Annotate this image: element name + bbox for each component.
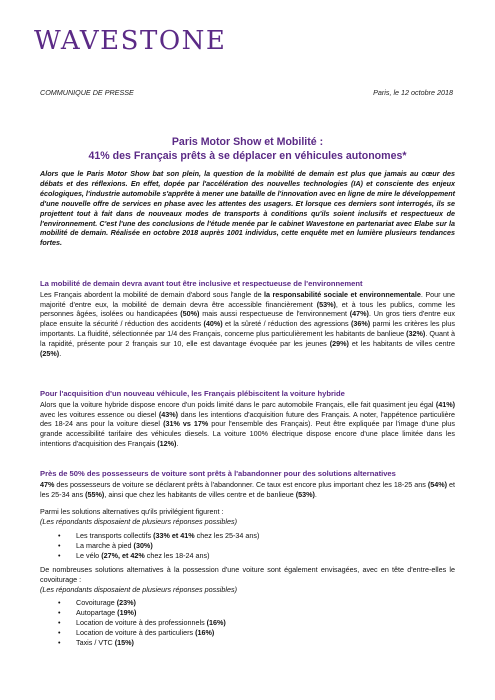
section-hybrid-car bbox=[40, 389, 455, 449]
press-release-label: COMMUNIQUE DE PRESSE bbox=[40, 88, 134, 97]
list-item: • Autopartage (19%) bbox=[58, 608, 137, 618]
list-intro: Parmi les solutions alternatives qu'ils privilégient figurent : bbox=[40, 507, 224, 517]
intro-paragraph: Alors que le Paris Motor Show bat son plein, la question de la mobilité de demain est plus que jamais au cœur des débats et des réflexions. En effet, dopée par l'accélération des nouvelles technologies (IA) et consciente des enjeux écologiques, l'industrie automobile s'apprête à mener une bataille de l'innovation avec en ligne de mire le développement d'une nouvelle offre de services en phase avec les attentes des usagers. Et lorsque ces derniers sont interrogés, ils se projettent tout à fait dans de nouveaux modes de transports à conditions qu'ils soient inclusifs et respectueux de l'environnement. C'est l'une des conclusions de l'étude menée par le cabinet Wavestone en partenariat avec Elabe sur la mobilité de demain. Réalisée en octobre 2018 auprès 1001 individus, cette enquête met en lumière plusieurs tendances fortes. bbox=[40, 169, 455, 248]
section-inclusive-mobility bbox=[40, 279, 455, 358]
document-title bbox=[40, 135, 455, 163]
list-item: • Taxis / VTC (15%) bbox=[58, 638, 134, 648]
place-date: Paris, le 12 octobre 2018 bbox=[373, 88, 453, 97]
sharing-solutions-list bbox=[40, 598, 455, 648]
section-paragraph: 47% des possesseurs de voiture se déclarent prêts à l'abandonner. Ce taux est encore plus important chez les 18-25 ans (54%) et les 25-34 ans (55%), ainsi que chez les habitants de villes centre et de banlieue (53%). bbox=[40, 479, 455, 499]
section-heading: La mobilité de demain devra avant tout être inclusive et respectueuse de l'environnement bbox=[40, 279, 363, 288]
section-heading: Près de 50% des possesseurs de voiture sont prêts à l'abandonner pour des solutions alternatives bbox=[40, 469, 396, 478]
bullet-icon: • bbox=[58, 608, 61, 618]
list-item: • Location de voiture à des particuliers (16%) bbox=[58, 628, 215, 638]
title-line-2: 41% des Français prêts à se déplacer en véhicules autonomes* bbox=[88, 150, 407, 162]
title-line-1: Paris Motor Show et Mobilité : bbox=[171, 136, 324, 148]
section-paragraph: Alors que la voiture hybride dispose encore d'un poids limité dans le parc automobile Français, elle fait quasiment jeu égal (41%) avec les voitures essence ou diesel (43%) dans les intentions d'acquisition future des Français. A noter, l'appétence particulière des 18-24 ans pour la voiture diesel (31% vs 17% pour l'ensemble des Français). Peut être expliquée par l'image d'une plus grande accessibilité tarifaire des véhicules diesels. La voiture 100% électrique dispose encore d'une place limitée dans les intentions d'acquisition des Français (12%). bbox=[40, 399, 456, 448]
list-note: (Les répondants disposaient de plusieurs réponses possibles) bbox=[40, 517, 237, 527]
list-item: • Le vélo (27%, et 42% chez les 18-24 ans) bbox=[58, 550, 210, 560]
bullet-icon: • bbox=[58, 628, 61, 638]
bullet-icon: • bbox=[58, 540, 61, 550]
list-item: • Les transports collectifs (33% et 41% chez les 25-34 ans) bbox=[58, 530, 260, 540]
section-heading: Pour l'acquisition d'un nouveau véhicule, les Français plébiscitent la voiture hybride bbox=[40, 389, 345, 398]
list-item: • Location de voiture à des professionnels (16%) bbox=[58, 618, 226, 628]
alternatives-list bbox=[40, 531, 455, 561]
list-item: • La marche à pied (30%) bbox=[58, 540, 153, 550]
section-paragraph: Les Français abordent la mobilité de demain d'abord sous l'angle de la responsabilité sociale et environnementale. Pour une majorité d'entre eux, la mobilité de demain devra être accessible financièrement (53%), et à tous les publics, comme les personnes âgées, isolées ou handicapées (50%) mais aussi respectueuse de l'environnement (47%). Un gros tiers d'entre eux place ensuite la sécurité / réduction des accidents (40%) et la sûreté / réduction des agressions (36%) parmi les critères les plus importants. La fluidité, sélectionnée par 1/4 des Français, concerne plus particulièrement les habitants de banlieue (32%). Quant à la rapidité, présente pour 2 français sur 10, elle est davantage évoquée par les jeunes (29%) et les habitants de villes centre (25%). bbox=[40, 289, 455, 358]
bullet-icon: • bbox=[58, 638, 61, 648]
wavestone-logo bbox=[34, 22, 226, 60]
bullet-icon: • bbox=[58, 618, 61, 628]
logo-wordmark: WAVESTONE bbox=[34, 26, 227, 56]
bullet-icon: • bbox=[58, 530, 61, 540]
bullet-icon: • bbox=[58, 550, 61, 560]
list-item: • Covoiturage (23%) bbox=[58, 598, 136, 608]
list-note: (Les répondants disposaient de plusieurs réponses possibles) bbox=[40, 584, 237, 594]
section-car-abandon bbox=[40, 469, 455, 652]
bullet-icon: • bbox=[58, 598, 61, 608]
list-intro: De nombreuses solutions alternatives à la possession d'une voiture sont également envisagées, avec en tête d'entre-elles le covoiturage : bbox=[40, 564, 455, 584]
